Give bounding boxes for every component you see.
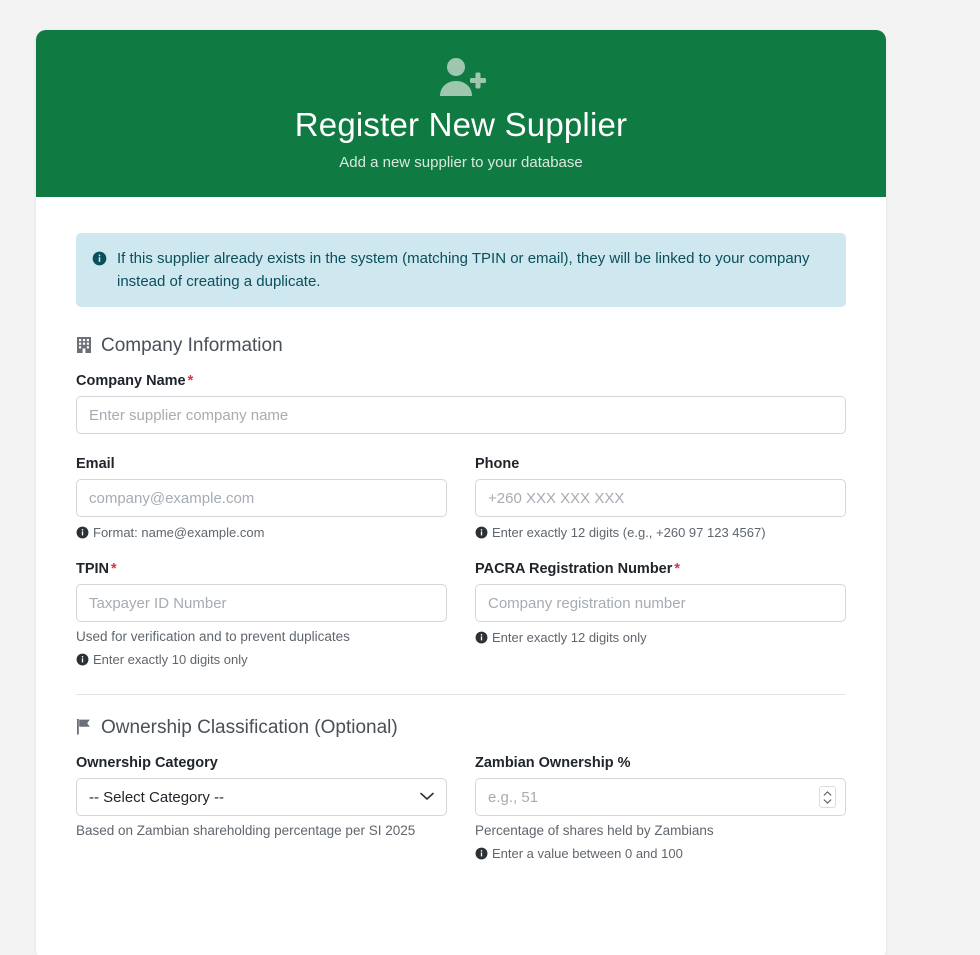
page-subtitle: Add a new supplier to your database	[339, 153, 583, 171]
section-title-text: Company Information	[101, 335, 283, 357]
info-icon	[76, 526, 89, 539]
zambian-ownership-input[interactable]	[475, 778, 846, 816]
required-marker: *	[674, 561, 681, 578]
zambian-ownership-helper-text: Enter a value between 0 and 100	[492, 846, 683, 862]
field-phone	[475, 456, 846, 543]
required-marker: *	[187, 373, 194, 390]
tpin-label-text: TPIN	[76, 561, 110, 578]
email-helper-text: Format: name@example.com	[93, 525, 265, 541]
info-icon	[475, 847, 488, 860]
page-title: Register New Supplier	[294, 106, 628, 143]
tpin-helper	[76, 651, 447, 670]
pacra-helper	[475, 629, 846, 648]
zambian-ownership-helper-plain: Percentage of shares held by Zambians	[475, 823, 714, 839]
ownership-category-select[interactable]	[76, 778, 447, 816]
building-icon	[76, 336, 92, 357]
zambian-ownership-helper	[475, 845, 846, 864]
flag-icon	[76, 718, 92, 738]
duplicate-info-alert	[76, 233, 846, 308]
info-icon	[92, 250, 107, 273]
info-icon	[475, 631, 488, 644]
zambian-ownership-input-wrap	[475, 778, 846, 816]
user-plus-icon	[434, 56, 488, 100]
company-name-label-text: Company Name	[76, 373, 186, 390]
phone-label: Phone	[475, 456, 520, 473]
section-company-information	[76, 335, 846, 357]
ownership-category-label: Ownership Category	[76, 755, 218, 772]
ownership-category-select-wrap	[76, 778, 447, 816]
pacra-input[interactable]	[475, 584, 846, 622]
tpin-label	[76, 561, 447, 577]
field-zambian-ownership	[475, 755, 846, 864]
field-tpin	[76, 561, 447, 670]
register-supplier-card	[36, 30, 886, 955]
phone-input[interactable]	[475, 479, 846, 517]
tpin-helper-plain: Used for verification and to prevent duplicates	[76, 629, 350, 645]
section-ownership-classification	[76, 717, 846, 739]
info-icon	[475, 526, 488, 539]
field-company-name	[76, 373, 846, 434]
pacra-label	[475, 561, 846, 577]
tpin-helper-text: Enter exactly 10 digits only	[93, 652, 248, 668]
pacra-helper-text: Enter exactly 12 digits only	[492, 630, 647, 646]
email-label: Email	[76, 456, 115, 473]
row-email-phone	[76, 456, 846, 543]
email-helper	[76, 524, 447, 543]
field-ownership-category	[76, 755, 447, 864]
zambian-ownership-label: Zambian Ownership %	[475, 755, 631, 772]
phone-helper	[475, 524, 846, 543]
field-email	[76, 456, 447, 543]
section-title-text: Ownership Classification (Optional)	[101, 717, 398, 739]
email-input[interactable]	[76, 479, 447, 517]
tpin-input[interactable]	[76, 584, 447, 622]
phone-helper-text: Enter exactly 12 digits (e.g., +260 97 123 4567)	[492, 525, 766, 541]
field-pacra	[475, 561, 846, 670]
required-marker: *	[111, 561, 117, 578]
card-header	[36, 30, 886, 197]
number-stepper[interactable]	[819, 786, 836, 808]
row-ownership	[76, 755, 846, 864]
card-body	[36, 197, 886, 886]
info-icon	[76, 653, 89, 666]
alert-text: If this supplier already exists in the system (matching TPIN or email), they will be linked to your company instead of creating a duplicate.	[117, 249, 810, 291]
company-name-input[interactable]	[76, 396, 846, 434]
pacra-label-text: PACRA Registration Number	[475, 561, 673, 578]
row-tpin-pacra	[76, 561, 846, 670]
company-name-label	[76, 373, 846, 389]
section-divider	[76, 694, 846, 695]
ownership-category-helper: Based on Zambian shareholding percentage per SI 2025	[76, 823, 416, 839]
